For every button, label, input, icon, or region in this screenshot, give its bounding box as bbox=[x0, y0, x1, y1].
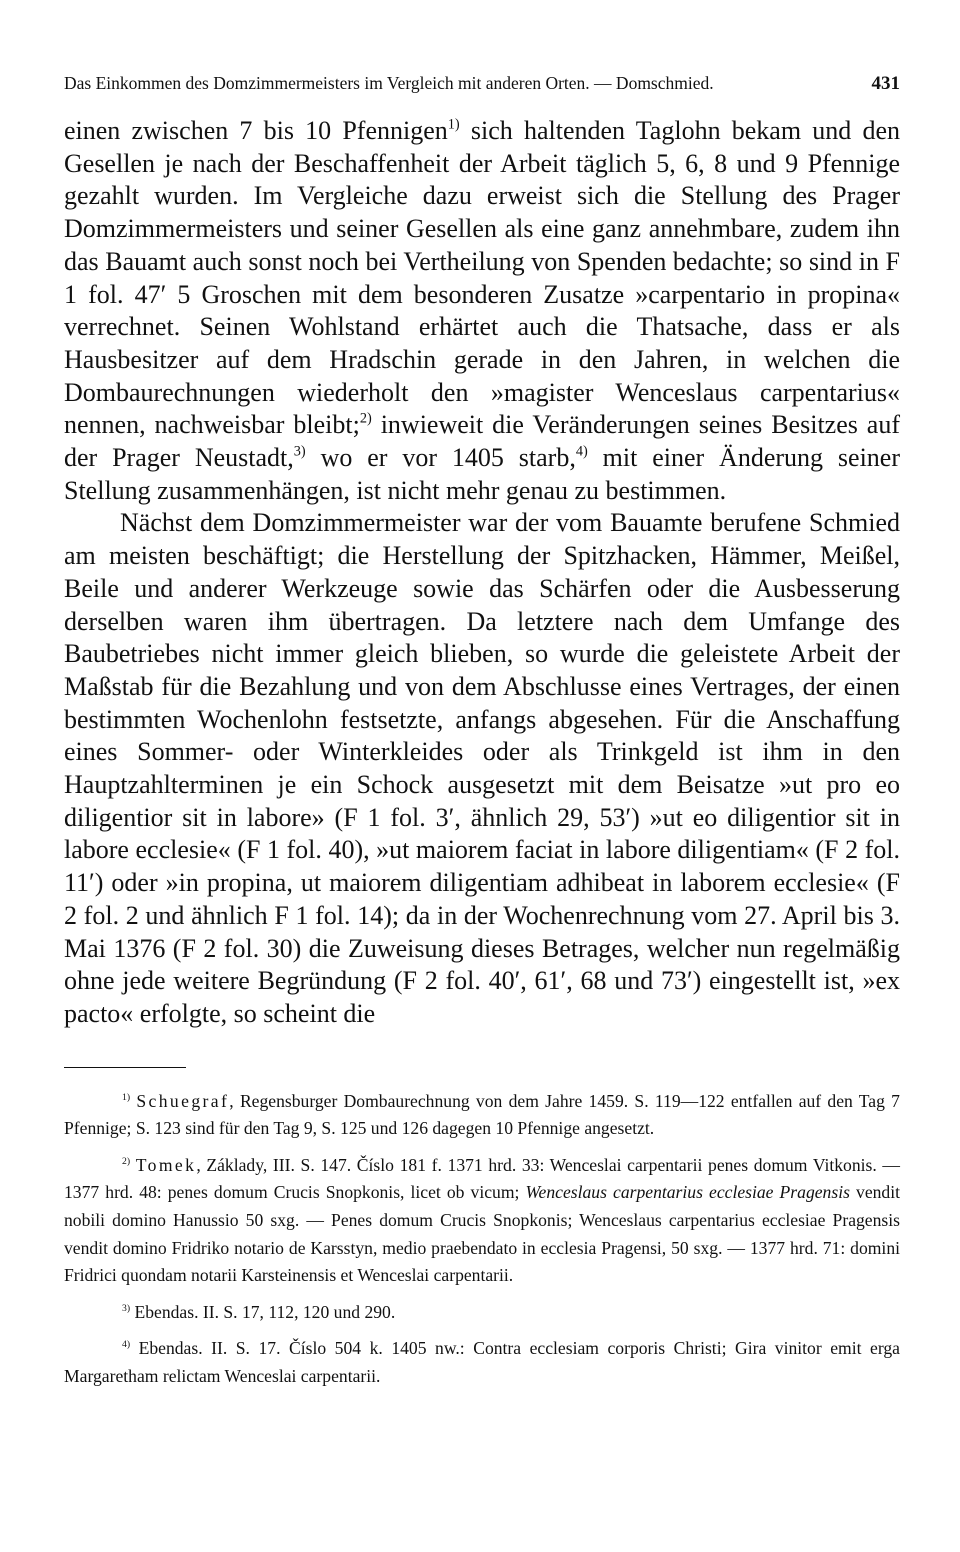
footnote-author: Schuegraf bbox=[136, 1090, 230, 1111]
footnote-2 bbox=[64, 1152, 900, 1290]
footnote-mark: 4) bbox=[122, 1339, 131, 1351]
page-number: 431 bbox=[871, 73, 900, 94]
footnote-4 bbox=[64, 1335, 900, 1390]
footnote-ref-1: 1) bbox=[447, 116, 460, 133]
footnote-mark: 3) bbox=[122, 1302, 131, 1314]
footnote-text: Ebendas. II. S. 17. Číslo 504 k. 1405 nw.: Contra ecclesiam corporis Christi; Gira vinitor emit erga Margaretham relictam Wenceslai carpentarii. bbox=[64, 1338, 900, 1387]
text-run: inwieweit die Veränderungen seines Besitzes auf der Prager Neustadt, bbox=[64, 410, 901, 473]
text-run: sich haltenden Taglohn bekam und den Gesellen je nach der Beschaffenheit der Arbeit täglich 5, 6, 8 und 9 Pfennige gezahlt wurden. Im Vergleiche dazu erweist sich die Stellung des Prager Domzimmermeisters und seiner Gesellen als eine ganz annehmbare, zudem ihn das Bauamt auch sonst noch bei Vertheilung von Spenden bedachte; so sind in F 1 fol. 47′ 5 Groschen mit dem besonderen Zusatze »carpentario in propina« verrechnet. Seinen Wohlstand erhärtet auch die Thatsache, dass er als Hausbesitzer auf dem Hradschin gerade in den Jahren, in welchen die Dombaurechnungen wiederholt den »magister Wenceslaus carpentarius« nennen, nachweisbar bleibt; bbox=[64, 116, 900, 440]
footnote-ref-2: 2) bbox=[359, 410, 372, 427]
footnote-text: Ebendas. II. S. 17, 112, 120 und 290. bbox=[130, 1301, 396, 1322]
footnotes bbox=[64, 1088, 900, 1391]
main-text bbox=[64, 115, 900, 1031]
paragraph-2: Nächst dem Domzimmermeister war der vom Bauamte berufene Schmied am meisten beschäftigt; die Herstellung der Spitzhacken, Hämmer, Meißel, Beile und anderer Werkzeuge sowie das Schärfen oder die Ausbesserung derselben waren ihm übertragen. Da letztere nach dem Umfange des Baubetriebes nicht immer gleich blieben, so wurde die geleistete Arbeit der Maßstab für die Bezahlung und von dem Abschlusse eines Vertrages, der einen bestimmten Wochenlohn festsetzte, anfangs abgesehen. Für die Anschaffung eines Sommer- oder Winterkleides oder als Trinkgeld ist ihm in den Hauptzahlterminen je ein Schock ausgesetzt mit dem Beisatze »ut pro eo diligentior sit in labore» (F 1 fol. 3′, ähnlich 29, 53′) »ut eo diligentior sit in labore ecclesie« (F 1 fol. 40), »ut maiorem faciat in labore diligentiam« (F 2 fol. 11′) oder »in propina, ut maiorem diligentiam adhibeat in laborem ecclesie« (F 2 fol. 2 und ähnlich F 1 fol. 14); da in der Wochenrechnung vom 27. April bis 3. Mai 1376 (F 2 fol. 30) die Zuweisung dieses Betrages, welcher nun regelmäßig ohne jede weitere Begründung (F 2 fol. 40′, 61′, 68 und 73′) eingestellt ist, »ex pacto« erfolgte, so scheint die bbox=[64, 508, 900, 1028]
text-run: wo er vor 1405 starb, bbox=[305, 443, 576, 473]
footnote-divider bbox=[64, 1067, 186, 1068]
footnote-3 bbox=[64, 1299, 900, 1327]
running-header bbox=[64, 72, 900, 95]
footnote-mark: 2) bbox=[122, 1155, 131, 1167]
paragraph-1 bbox=[64, 115, 900, 507]
footnote-text: , Základy, III. S. 147. Číslo 181 f. 1371 hrd. 33: Wenceslai carpentarii penes domum Vitkonis. — 1377 hrd. 48: penes domum Crucis Snopkonis, licet ob vicum; bbox=[64, 1154, 901, 1203]
footnote-text: vendit nobili domino Hanussio 50 sxg. — Penes domum Crucis Snopkonis; Wenceslaus carpentarius ecclesiae Pragensis vendit domino Fridriko notario de Karsstyn, medio praebendato in ecclesia Pragensi, 50 sxg. — 1377 hrd. 71: domini Fridrici quondam notarii Karsteinensis et Wenceslai carpentarii. bbox=[64, 1182, 900, 1286]
footnote-1 bbox=[64, 1088, 900, 1143]
text-run: mit einer Änderung seiner Stellung zusammenhängen, ist nicht mehr genau zu bestimmen. bbox=[64, 443, 900, 505]
running-title: Das Einkommen des Domzimmermeisters im Vergleich mit anderen Orten. — Domschmied. bbox=[64, 73, 714, 93]
footnote-ref-3: 3) bbox=[293, 443, 306, 460]
footnote-ref-4: 4) bbox=[575, 443, 588, 460]
text-run: einen zwischen 7 bis 10 Pfennigen bbox=[64, 116, 448, 145]
footnote-italic-text: Wenceslaus carpentarius ecclesiae Pragensis bbox=[525, 1182, 850, 1203]
footnote-author: Tomek bbox=[135, 1154, 197, 1175]
footnote-text: , Regensburger Dombaurechnung von dem Jahre 1459. S. 119—122 entfallen auf den Tag 7 Pfennige; S. 123 sind für den Tag 9, S. 125 und 126 dagegen 10 Pfennige angesetzt. bbox=[64, 1090, 900, 1139]
footnote-mark: 1) bbox=[122, 1091, 131, 1103]
